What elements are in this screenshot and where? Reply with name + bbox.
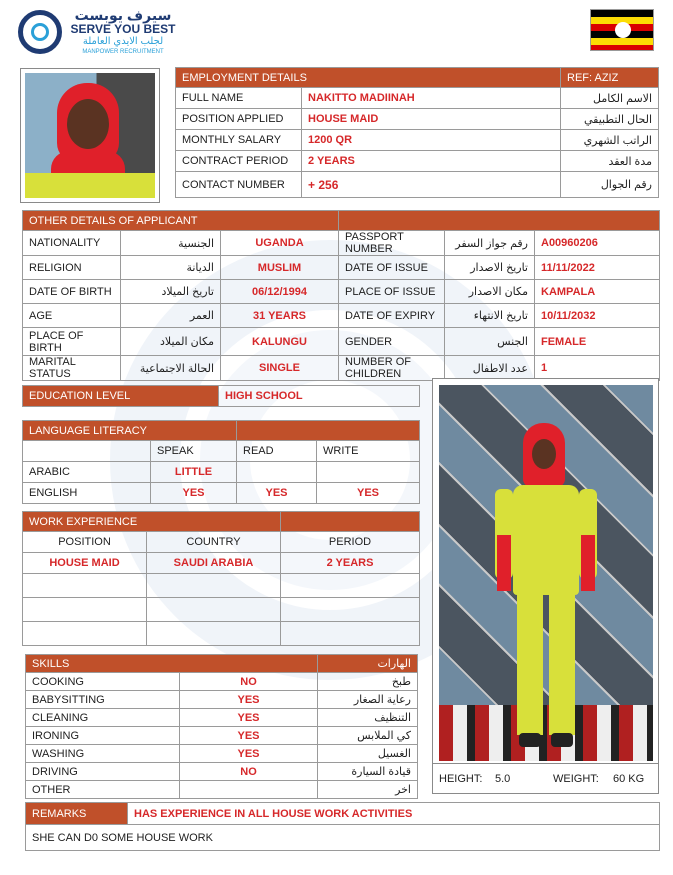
work-empty-cell (281, 598, 420, 622)
skill-babysitting-label: BABYSITTING (26, 691, 180, 709)
full-name-value: NAKITTO MADIINAH (302, 88, 561, 109)
other-details-header: OTHER DETAILS OF APPLICANT (23, 211, 339, 231)
age-label: AGE (23, 304, 121, 328)
date-of-issue-label: DATE OF ISSUE (339, 256, 445, 280)
height-label: HEIGHT: (439, 773, 483, 785)
english-read-value: YES (237, 483, 317, 504)
skill-cleaning-value: YES (180, 709, 318, 727)
position-applied-label: POSITION APPLIED (176, 109, 302, 130)
place-of-issue-label-ar: مكان الاصدار (445, 280, 535, 304)
skills-header: SKILLS (26, 655, 318, 673)
country-column-header: COUNTRY (147, 532, 281, 553)
work-country-value: SAUDI ARABIA (147, 553, 281, 574)
place-of-issue-value: KAMPALA (535, 280, 660, 304)
skills-table (25, 654, 418, 799)
skill-cooking-label: COOKING (26, 673, 180, 691)
skill-cooking-value: NO (180, 673, 318, 691)
nationality-value: UGANDA (221, 231, 339, 256)
skill-washing-label-ar: الغسيل (318, 745, 418, 763)
gender-label-ar: الجنس (445, 328, 535, 356)
skill-babysitting-value: YES (180, 691, 318, 709)
marital-status-value: SINGLE (221, 356, 339, 381)
skill-cleaning-label-ar: التنظيف (318, 709, 418, 727)
weight-value: 60 KG (613, 773, 645, 785)
position-column-header: POSITION (23, 532, 147, 553)
age-label-ar: العمر (121, 304, 221, 328)
date-of-birth-label: DATE OF BIRTH (23, 280, 121, 304)
full-name-label-ar: الاسم الكامل (561, 88, 659, 109)
work-experience-header-right (281, 512, 420, 532)
remarks-table (25, 802, 660, 851)
other-details-header-right (339, 211, 660, 231)
gender-value: FEMALE (535, 328, 660, 356)
language-literacy-header-right (237, 421, 420, 441)
passport-number-value: A00960206 (535, 231, 660, 256)
position-applied-label-ar: الحال التطبيقي (561, 109, 659, 130)
skills-header-ar: الهارات (318, 655, 418, 673)
place-of-birth-label-ar: مكان الميلاد (121, 328, 221, 356)
skill-cooking-label-ar: طبخ (318, 673, 418, 691)
language-blank-header (23, 441, 151, 462)
reference-label: REF: AZIZ (561, 68, 659, 88)
brand-subtitle: MANPOWER RECRUITMENT (82, 49, 164, 55)
skill-ironing-label-ar: كي الملابس (318, 727, 418, 745)
skill-other-label-ar: اخر (318, 781, 418, 799)
passport-number-label-ar: رقم جواز السفر (445, 231, 535, 256)
monthly-salary-label: MONTHLY SALARY (176, 130, 302, 151)
contact-number-label-ar: رقم الجوال (561, 172, 659, 198)
language-literacy-table (22, 420, 420, 504)
brand-english: SERVE YOU BEST (70, 22, 176, 36)
date-of-issue-value: 11/11/2022 (535, 256, 660, 280)
contract-period-label-ar: مدة العقد (561, 151, 659, 172)
contact-number-label: CONTACT NUMBER (176, 172, 302, 198)
brand-arabic-2: لجلب الايدي العاملة (82, 36, 164, 47)
height-value: 5.0 (495, 773, 511, 785)
skill-ironing-label: IRONING (26, 727, 180, 745)
contract-period-label: CONTRACT PERIOD (176, 151, 302, 172)
employment-details-header: EMPLOYMENT DETAILS (176, 68, 561, 88)
uganda-flag-icon (590, 9, 654, 51)
skill-washing-value: YES (180, 745, 318, 763)
place-of-birth-label: PLACE OF BIRTH (23, 328, 121, 356)
other-details-table (22, 210, 660, 381)
applicant-portrait (20, 68, 160, 203)
position-applied-value: HOUSE MAID (302, 109, 561, 130)
education-table (22, 385, 420, 407)
remarks-label: REMARKS (26, 803, 128, 825)
children-value: 1 (535, 356, 660, 381)
english-label: ENGLISH (23, 483, 151, 504)
skill-driving-label-ar: قيادة السيارة (318, 763, 418, 781)
work-empty-cell (147, 622, 281, 646)
marital-status-label-ar: الحالة الاجتماعية (121, 356, 221, 381)
work-empty-cell (281, 622, 420, 646)
monthly-salary-value: 1200 QR (302, 130, 561, 151)
gender-label: GENDER (339, 328, 445, 356)
skill-ironing-value: YES (180, 727, 318, 745)
contract-period-value: 2 YEARS (302, 151, 561, 172)
date-of-expiry-label-ar: تاريخ الانتهاء (445, 304, 535, 328)
work-empty-cell (281, 574, 420, 598)
monthly-salary-label-ar: الراتب الشهري (561, 130, 659, 151)
date-of-expiry-label: DATE OF EXPIRY (339, 304, 445, 328)
place-of-birth-value: KALUNGU (221, 328, 339, 356)
date-of-birth-label-ar: تاريخ الميلاد (121, 280, 221, 304)
skill-other-label: OTHER (26, 781, 180, 799)
children-label-ar: عدد الاطفال (445, 356, 535, 381)
english-speak-value: YES (151, 483, 237, 504)
date-of-issue-label-ar: تاريخ الاصدار (445, 256, 535, 280)
work-experience-table (22, 511, 420, 646)
religion-value: MUSLIM (221, 256, 339, 280)
skill-babysitting-label-ar: رعاية الصغار (318, 691, 418, 709)
work-empty-cell (23, 622, 147, 646)
read-column-header: READ (237, 441, 317, 462)
children-label: NUMBER OF CHILDREN (339, 356, 445, 381)
date-of-birth-value: 06/12/1994 (221, 280, 339, 304)
period-column-header: PERIOD (281, 532, 420, 553)
weight-label: WEIGHT: (553, 773, 599, 785)
skill-driving-label: DRIVING (26, 763, 180, 781)
employment-details-table (175, 67, 659, 198)
skill-washing-label: WASHING (26, 745, 180, 763)
arabic-write-value (317, 462, 420, 483)
work-period-value: 2 YEARS (281, 553, 420, 574)
skill-cleaning-label: CLEANING (26, 709, 180, 727)
age-value: 31 YEARS (221, 304, 339, 328)
passport-number-label: PASSPORT NUMBER (339, 231, 445, 256)
nationality-label: NATIONALITY (23, 231, 121, 256)
education-level-value: HIGH SCHOOL (219, 386, 420, 407)
applicant-full-photo (432, 378, 659, 794)
date-of-expiry-value: 10/11/2032 (535, 304, 660, 328)
nationality-label-ar: الجنسية (121, 231, 221, 256)
religion-label: RELIGION (23, 256, 121, 280)
remarks-value: HAS EXPERIENCE IN ALL HOUSE WORK ACTIVITIES (128, 803, 660, 825)
education-level-label: EDUCATION LEVEL (23, 386, 219, 407)
work-empty-cell (23, 574, 147, 598)
work-empty-cell (147, 574, 281, 598)
full-name-label: FULL NAME (176, 88, 302, 109)
company-logo (18, 10, 62, 54)
marital-status-label: MARITAL STATUS (23, 356, 121, 381)
brand-arabic: سيرف يوبست (74, 7, 172, 23)
skill-other-value (180, 781, 318, 799)
work-experience-header: WORK EXPERIENCE (23, 512, 281, 532)
write-column-header: WRITE (317, 441, 420, 462)
speak-column-header: SPEAK (151, 441, 237, 462)
religion-label-ar: الديانة (121, 256, 221, 280)
english-write-value: YES (317, 483, 420, 504)
arabic-read-value (237, 462, 317, 483)
work-empty-cell (23, 598, 147, 622)
place-of-issue-label: PLACE OF ISSUE (339, 280, 445, 304)
work-position-value: HOUSE MAID (23, 553, 147, 574)
work-empty-cell (147, 598, 281, 622)
skill-driving-value: NO (180, 763, 318, 781)
arabic-speak-value: LITTLE (151, 462, 237, 483)
remarks-note: SHE CAN D0 SOME HOUSE WORK (26, 825, 660, 851)
contact-number-value: + 256 (302, 172, 561, 198)
arabic-label: ARABIC (23, 462, 151, 483)
language-literacy-header: LANGUAGE LITERACY (23, 421, 237, 441)
